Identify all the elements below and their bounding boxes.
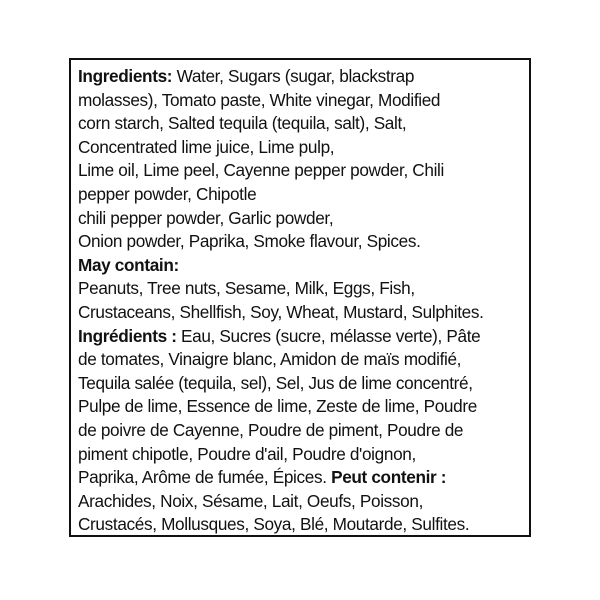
- text-line: Crustacés, Mollusques, Soya, Blé, Moutarde, Sulfites.: [78, 514, 470, 535]
- text-line: Arachides, Noix, Sésame, Lait, Oeufs, Poisson,: [78, 490, 424, 511]
- ingredients-heading-fr: Ingrédients :: [78, 325, 177, 346]
- ingredients-text: [78, 65, 529, 537]
- text-line: chili pepper powder, Garlic powder,: [78, 207, 334, 228]
- ingredients-heading: Ingredients:: [78, 66, 173, 86]
- text-line: Lime oil, Lime peel, Cayenne pepper powder, Chili: [78, 160, 444, 181]
- text-line: Ingredients: Water, Sugars (sugar, blackstrap: [78, 66, 415, 86]
- text-line: Onion powder, Paprika, Smoke flavour, Spices.: [78, 231, 421, 252]
- may-contain-heading-fr: Peut contenir :: [326, 467, 447, 488]
- text-line: Ingrédients : Eau, Sucres (sucre, mélasse verte), Pâte: [78, 325, 481, 346]
- may-contain-heading: May contain:: [78, 254, 179, 275]
- text-line: molasses), Tomato paste, White vinegar, Modified: [78, 89, 441, 110]
- text-line: de poivre de Cayenne, Poudre de piment, Poudre de: [78, 419, 464, 440]
- text-line: Tequila salée (tequila, sel), Sel, Jus de lime concentré,: [78, 372, 473, 393]
- text-line: corn starch, Salted tequila (tequila, salt), Salt,: [78, 113, 407, 134]
- text-line: Pulpe de lime, Essence de lime, Zeste de lime, Poudre: [78, 396, 477, 417]
- text-line: Peanuts, Tree nuts, Sesame, Milk, Eggs, Fish,: [78, 278, 415, 299]
- text-line: Concentrated lime juice, Lime pulp,: [78, 136, 335, 157]
- text-line: de tomates, Vinaigre blanc, Amidon de maïs modifié,: [78, 349, 462, 370]
- text-line: Paprika, Arôme de fumée, Épices. Peut contenir :: [78, 467, 447, 488]
- text-line: [78, 254, 529, 278]
- text-line: Crustaceans, Shellfish, Soy, Wheat, Mustard, Sulphites.: [78, 301, 484, 322]
- text-line: pepper powder, Chipotle: [78, 183, 257, 204]
- text-line: piment chipotle, Poudre d'ail, Poudre d'oignon,: [78, 443, 416, 464]
- ingredients-label-box: [69, 58, 531, 537]
